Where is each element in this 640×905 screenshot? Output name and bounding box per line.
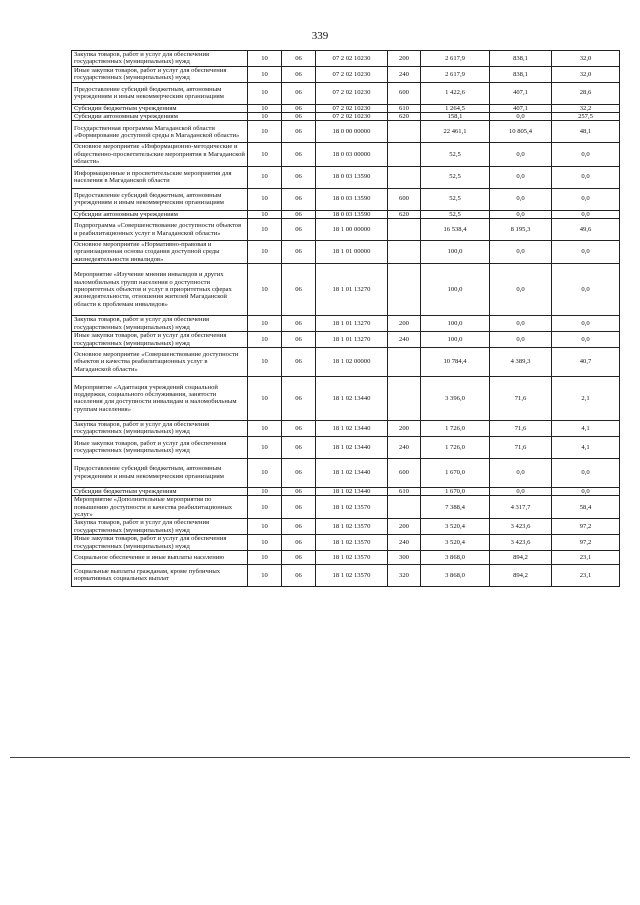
row-subsection: 06	[282, 121, 316, 143]
budget-table	[71, 50, 620, 587]
row-section: 10	[248, 420, 282, 436]
row-percent: 97,2	[552, 519, 620, 535]
row-section: 10	[248, 316, 282, 332]
row-fact-amount: 3 423,6	[490, 519, 552, 535]
row-name: Мероприятие «Изучение мнения инвалидов и других маломобильных групп населения о доступности приоритетных объектов и услуг в приоритетных сферах жизнедеятельности, отношения жителей Магаданской области к проблемам инвалидов»	[72, 264, 248, 316]
row-subsection: 06	[282, 347, 316, 376]
row-percent: 97,2	[552, 535, 620, 551]
row-subsection: 06	[282, 564, 316, 586]
table-row	[72, 376, 620, 420]
row-fact-amount: 0,0	[490, 188, 552, 210]
row-subsection: 06	[282, 535, 316, 551]
row-fact-amount: 894,2	[490, 550, 552, 564]
table-row	[72, 564, 620, 586]
table-row	[72, 219, 620, 241]
row-subsection: 06	[282, 496, 316, 519]
row-name: Основное мероприятие «Совершенствование доступности объектов и качества реабилитационных услуг в Магаданской области»	[72, 347, 248, 376]
row-section: 10	[248, 496, 282, 519]
row-target-article: 18 1 01 13270	[316, 332, 388, 348]
table-body	[72, 51, 620, 587]
row-plan-amount: 3 868,0	[421, 564, 490, 586]
row-plan-amount: 2 617,9	[421, 51, 490, 67]
table-row	[72, 143, 620, 166]
table-row	[72, 332, 620, 348]
row-name: Информационные и просветительские мероприятия для населения в Магаданской области	[72, 166, 248, 188]
row-fact-amount: 8 195,3	[490, 219, 552, 241]
row-section: 10	[248, 121, 282, 143]
row-name: Субсидии бюджетным учреждениям	[72, 104, 248, 112]
row-subsection: 06	[282, 104, 316, 112]
row-fact-amount: 71,6	[490, 376, 552, 420]
table-row	[72, 420, 620, 436]
table-row	[72, 550, 620, 564]
row-expense-type: 600	[388, 82, 421, 104]
row-fact-amount: 407,1	[490, 104, 552, 112]
row-name: Основное мероприятие «Информационно-методические и общественно-просветительские мероприятия в Магаданской области»	[72, 143, 248, 166]
row-name: Мероприятие «Адаптация учреждений социальной поддержки, социального обслуживания, занятости населения для доступности инвалидам и маломобильным группам населения»	[72, 376, 248, 420]
row-fact-amount: 838,1	[490, 51, 552, 67]
row-target-article: 07 2 02 10230	[316, 51, 388, 67]
row-percent: 28,6	[552, 82, 620, 104]
row-section: 10	[248, 564, 282, 586]
row-fact-amount: 0,0	[490, 264, 552, 316]
table-row	[72, 51, 620, 67]
row-plan-amount: 1 726,0	[421, 420, 490, 436]
row-name: Подпрограмма «Совершенствование доступности объектов и реабилитационных услуг в Магаданской области»	[72, 219, 248, 241]
row-plan-amount: 7 388,4	[421, 496, 490, 519]
row-target-article: 18 1 02 13570	[316, 564, 388, 586]
row-subsection: 06	[282, 436, 316, 458]
row-section: 10	[248, 241, 282, 264]
row-expense-type	[388, 264, 421, 316]
row-target-article: 18 0 03 00000	[316, 143, 388, 166]
footer-divider	[10, 757, 630, 758]
row-plan-amount: 3 396,0	[421, 376, 490, 420]
row-subsection: 06	[282, 550, 316, 564]
page-number: 339	[311, 30, 329, 42]
row-expense-type: 600	[388, 458, 421, 487]
row-expense-type	[388, 496, 421, 519]
row-target-article: 18 1 01 00000	[316, 241, 388, 264]
row-name: Субсидии автономным учреждениям	[72, 210, 248, 218]
row-percent: 0,0	[552, 264, 620, 316]
table-row	[72, 316, 620, 332]
row-name: Государственная программа Магаданской области «Формирование доступной среды в Магаданской области»	[72, 121, 248, 143]
row-percent: 40,7	[552, 347, 620, 376]
row-plan-amount: 100,0	[421, 264, 490, 316]
row-expense-type: 240	[388, 332, 421, 348]
row-name: Субсидии автономным учреждениям	[72, 113, 248, 121]
row-target-article: 07 2 02 10230	[316, 82, 388, 104]
row-expense-type	[388, 143, 421, 166]
row-name: Предоставление субсидий бюджетным, автономным учреждениям и иным некоммерческим организациям	[72, 188, 248, 210]
row-section: 10	[248, 66, 282, 82]
row-plan-amount: 100,0	[421, 316, 490, 332]
row-percent: 0,0	[552, 166, 620, 188]
row-target-article: 18 1 02 13570	[316, 550, 388, 564]
row-section: 10	[248, 264, 282, 316]
row-expense-type: 240	[388, 436, 421, 458]
row-expense-type	[388, 166, 421, 188]
row-subsection: 06	[282, 376, 316, 420]
row-subsection: 06	[282, 264, 316, 316]
row-percent: 0,0	[552, 316, 620, 332]
row-subsection: 06	[282, 519, 316, 535]
row-plan-amount: 16 538,4	[421, 219, 490, 241]
row-expense-type: 600	[388, 188, 421, 210]
row-section: 10	[248, 535, 282, 551]
row-section: 10	[248, 550, 282, 564]
row-expense-type: 200	[388, 51, 421, 67]
row-percent: 0,0	[552, 487, 620, 495]
row-subsection: 06	[282, 420, 316, 436]
row-expense-type: 200	[388, 519, 421, 535]
row-fact-amount: 71,6	[490, 436, 552, 458]
row-name: Мероприятие «Дополнительные мероприятия по повышению доступности и качества реабилитационных услуг»	[72, 496, 248, 519]
row-plan-amount: 100,0	[421, 332, 490, 348]
row-percent: 0,0	[552, 458, 620, 487]
row-target-article: 18 1 01 13270	[316, 316, 388, 332]
row-section: 10	[248, 347, 282, 376]
table-row	[72, 241, 620, 264]
row-expense-type: 610	[388, 104, 421, 112]
row-plan-amount: 1 264,5	[421, 104, 490, 112]
row-section: 10	[248, 376, 282, 420]
row-name: Иные закупки товаров, работ и услуг для обеспечения государственных (муниципальных) нужд	[72, 535, 248, 551]
row-target-article: 18 1 02 13440	[316, 420, 388, 436]
row-fact-amount: 0,0	[490, 143, 552, 166]
row-name: Закупка товаров, работ и услуг для обеспечения государственных (муниципальных) нужд	[72, 420, 248, 436]
row-section: 10	[248, 51, 282, 67]
row-target-article: 18 1 02 13570	[316, 519, 388, 535]
row-percent: 32,2	[552, 104, 620, 112]
row-name: Закупка товаров, работ и услуг для обеспечения государственных (муниципальных) нужд	[72, 519, 248, 535]
row-percent: 32,0	[552, 51, 620, 67]
row-plan-amount: 1 670,0	[421, 458, 490, 487]
row-percent: 4,1	[552, 420, 620, 436]
row-percent: 257,5	[552, 113, 620, 121]
row-section: 10	[248, 458, 282, 487]
row-section: 10	[248, 332, 282, 348]
row-fact-amount: 0,0	[490, 316, 552, 332]
row-subsection: 06	[282, 66, 316, 82]
row-subsection: 06	[282, 51, 316, 67]
row-section: 10	[248, 82, 282, 104]
row-target-article: 18 0 00 00000	[316, 121, 388, 143]
row-fact-amount: 838,1	[490, 66, 552, 82]
row-subsection: 06	[282, 316, 316, 332]
row-target-article: 18 1 02 13440	[316, 487, 388, 495]
row-name: Основное мероприятие «Нормативно-правовая и организационная основа создания доступной среды жизнедеятельности инвалидов»	[72, 241, 248, 264]
table-row	[72, 436, 620, 458]
row-expense-type	[388, 241, 421, 264]
table-row	[72, 113, 620, 121]
row-fact-amount: 4 317,7	[490, 496, 552, 519]
table-row	[72, 347, 620, 376]
row-section: 10	[248, 143, 282, 166]
row-target-article: 07 2 02 10230	[316, 66, 388, 82]
row-target-article: 18 1 02 13440	[316, 436, 388, 458]
row-fact-amount: 0,0	[490, 458, 552, 487]
table-row	[72, 487, 620, 495]
row-subsection: 06	[282, 82, 316, 104]
row-subsection: 06	[282, 241, 316, 264]
row-expense-type: 240	[388, 535, 421, 551]
row-plan-amount: 3 520,4	[421, 519, 490, 535]
row-fact-amount: 0,0	[490, 241, 552, 264]
row-subsection: 06	[282, 458, 316, 487]
row-subsection: 06	[282, 166, 316, 188]
row-plan-amount: 52,5	[421, 188, 490, 210]
row-fact-amount: 407,1	[490, 82, 552, 104]
table-row	[72, 458, 620, 487]
row-expense-type: 620	[388, 210, 421, 218]
table-row	[72, 519, 620, 535]
row-percent: 0,0	[552, 332, 620, 348]
row-percent: 23,1	[552, 550, 620, 564]
row-plan-amount: 3 868,0	[421, 550, 490, 564]
row-plan-amount: 52,5	[421, 210, 490, 218]
row-name: Предоставление субсидий бюджетным, автономным учреждениям и иным некоммерческим организациям	[72, 458, 248, 487]
row-percent: 32,0	[552, 66, 620, 82]
row-expense-type: 620	[388, 113, 421, 121]
row-fact-amount: 894,2	[490, 564, 552, 586]
row-percent: 49,6	[552, 219, 620, 241]
row-fact-amount: 0,0	[490, 332, 552, 348]
row-plan-amount: 158,1	[421, 113, 490, 121]
row-name: Социальное обеспечение и иные выплаты населению	[72, 550, 248, 564]
row-target-article: 18 1 00 00000	[316, 219, 388, 241]
row-percent: 0,0	[552, 188, 620, 210]
row-expense-type: 300	[388, 550, 421, 564]
row-target-article: 18 1 02 13570	[316, 535, 388, 551]
row-percent: 0,0	[552, 210, 620, 218]
row-plan-amount: 52,5	[421, 143, 490, 166]
row-target-article: 18 0 03 13590	[316, 188, 388, 210]
row-plan-amount: 52,5	[421, 166, 490, 188]
row-name: Социальные выплаты гражданам, кроме публичных нормативных социальных выплат	[72, 564, 248, 586]
row-subsection: 06	[282, 219, 316, 241]
table-row	[72, 166, 620, 188]
row-section: 10	[248, 487, 282, 495]
row-subsection: 06	[282, 188, 316, 210]
row-name: Предоставление субсидий бюджетным, автономным учреждениям и иным некоммерческим организациям	[72, 82, 248, 104]
row-section: 10	[248, 113, 282, 121]
row-plan-amount: 2 617,9	[421, 66, 490, 82]
row-percent: 48,1	[552, 121, 620, 143]
row-fact-amount: 0,0	[490, 113, 552, 121]
row-expense-type: 200	[388, 316, 421, 332]
row-fact-amount: 0,0	[490, 487, 552, 495]
row-fact-amount: 0,0	[490, 166, 552, 188]
table-row	[72, 188, 620, 210]
table-row	[72, 496, 620, 519]
row-target-article: 18 1 02 13440	[316, 376, 388, 420]
row-section: 10	[248, 219, 282, 241]
table-row	[72, 66, 620, 82]
row-target-article: 07 2 02 10230	[316, 104, 388, 112]
row-name: Субсидии бюджетным учреждениям	[72, 487, 248, 495]
row-target-article: 18 1 01 13270	[316, 264, 388, 316]
row-section: 10	[248, 436, 282, 458]
table-row	[72, 82, 620, 104]
row-target-article: 18 0 03 13590	[316, 210, 388, 218]
row-fact-amount: 0,0	[490, 210, 552, 218]
row-subsection: 06	[282, 143, 316, 166]
row-percent: 58,4	[552, 496, 620, 519]
row-name: Иные закупки товаров, работ и услуг для обеспечения государственных (муниципальных) нужд	[72, 436, 248, 458]
row-subsection: 06	[282, 113, 316, 121]
row-plan-amount: 1 670,0	[421, 487, 490, 495]
row-name: Иные закупки товаров, работ и услуг для обеспечения государственных (муниципальных) нужд	[72, 66, 248, 82]
row-percent: 2,1	[552, 376, 620, 420]
table-row	[72, 121, 620, 143]
row-expense-type: 320	[388, 564, 421, 586]
row-fact-amount: 4 389,3	[490, 347, 552, 376]
row-fact-amount: 71,6	[490, 420, 552, 436]
row-name: Иные закупки товаров, работ и услуг для обеспечения государственных (муниципальных) нужд	[72, 332, 248, 348]
row-percent: 0,0	[552, 241, 620, 264]
row-percent: 4,1	[552, 436, 620, 458]
table-row	[72, 535, 620, 551]
row-expense-type	[388, 219, 421, 241]
row-target-article: 18 1 02 00000	[316, 347, 388, 376]
row-target-article: 18 0 03 13590	[316, 166, 388, 188]
row-expense-type: 200	[388, 420, 421, 436]
row-target-article: 07 2 02 10230	[316, 113, 388, 121]
row-section: 10	[248, 210, 282, 218]
row-plan-amount: 3 520,4	[421, 535, 490, 551]
row-plan-amount: 100,0	[421, 241, 490, 264]
row-fact-amount: 10 805,4	[490, 121, 552, 143]
row-expense-type	[388, 376, 421, 420]
row-percent: 23,1	[552, 564, 620, 586]
row-section: 10	[248, 188, 282, 210]
row-expense-type: 240	[388, 66, 421, 82]
row-expense-type	[388, 121, 421, 143]
row-expense-type: 610	[388, 487, 421, 495]
row-section: 10	[248, 104, 282, 112]
row-subsection: 06	[282, 487, 316, 495]
row-expense-type	[388, 347, 421, 376]
row-plan-amount: 1 726,0	[421, 436, 490, 458]
row-plan-amount: 22 461,1	[421, 121, 490, 143]
table-row	[72, 210, 620, 218]
row-percent: 0,0	[552, 143, 620, 166]
row-section: 10	[248, 166, 282, 188]
row-subsection: 06	[282, 332, 316, 348]
row-target-article: 18 1 02 13570	[316, 496, 388, 519]
row-subsection: 06	[282, 210, 316, 218]
table-row	[72, 264, 620, 316]
row-section: 10	[248, 519, 282, 535]
row-fact-amount: 3 423,6	[490, 535, 552, 551]
row-plan-amount: 1 422,6	[421, 82, 490, 104]
table-row	[72, 104, 620, 112]
row-name: Закупка товаров, работ и услуг для обеспечения государственных (муниципальных) нужд	[72, 51, 248, 67]
row-name: Закупка товаров, работ и услуг для обеспечения государственных (муниципальных) нужд	[72, 316, 248, 332]
row-plan-amount: 10 784,4	[421, 347, 490, 376]
row-target-article: 18 1 02 13440	[316, 458, 388, 487]
